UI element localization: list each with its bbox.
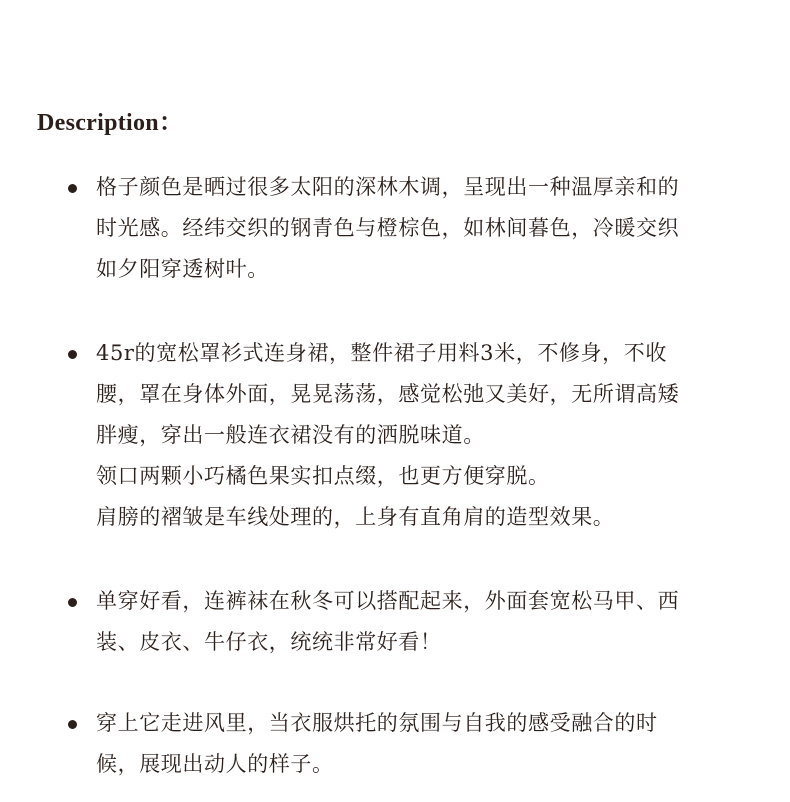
description-item-color <box>96 167 736 290</box>
description-line: 45r的宽松罩衫式连身裙，整件裙子用料3米，不修身，不收 <box>96 341 667 365</box>
description-line: 如夕阳穿透树叶。 <box>96 257 269 281</box>
description-line: 肩膀的褶皱是车线处理的，上身有直角肩的造型效果。 <box>96 505 615 529</box>
description-line: 胖瘦，穿出一般连衣裙没有的洒脱味道。 <box>96 423 485 447</box>
description-line: 单穿好看，连裤袜在秋冬可以搭配起来，外面套宽松马甲、西 <box>96 589 680 613</box>
description-line: 装、皮衣、牛仔衣，统统非常好看！ <box>96 630 442 654</box>
bullet-dot-icon <box>68 720 77 729</box>
description-item-styling <box>96 581 736 663</box>
description-line: 格子颜色是晒过很多太阳的深林木调，呈现出一种温厚亲和的 <box>96 175 680 199</box>
description-line: 时光感。经纬交织的钢青色与橙棕色，如林间暮色，冷暖交织 <box>96 216 680 240</box>
description-item-fit <box>96 333 736 538</box>
description-line: 腰，罩在身体外面，晃晃荡荡，感觉松弛又美好，无所谓高矮 <box>96 382 680 406</box>
description-item-mood <box>96 703 736 785</box>
description-line: 候，展现出动人的样子。 <box>96 752 334 776</box>
bullet-dot-icon <box>68 598 77 607</box>
description-heading: Description： <box>37 110 184 136</box>
description-line: 穿上它走进风里，当衣服烘托的氛围与自我的感受融合的时 <box>96 711 658 735</box>
description-line: 领口两颗小巧橘色果实扣点缀，也更方便穿脱。 <box>96 464 550 488</box>
bullet-dot-icon <box>68 350 77 359</box>
bullet-dot-icon <box>68 184 77 193</box>
